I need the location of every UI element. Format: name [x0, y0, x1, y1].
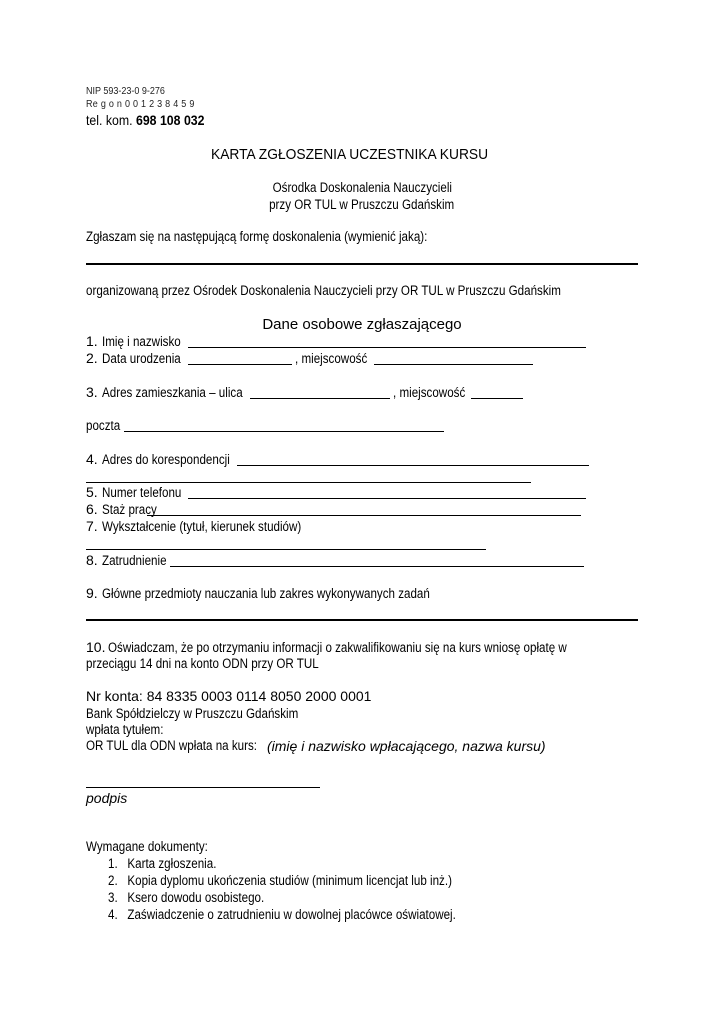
phone-line	[86, 112, 204, 128]
phone-number: 698 108 032	[135, 112, 205, 128]
required-item: 4. Zaświadczenie o zatrudnieniu w dowolnej placówce oświatowej.	[108, 907, 456, 922]
payment-title-italic: (imię i nazwisko wpłacającego, nazwa kursu)	[267, 738, 546, 754]
section-title: Dane osobowe zgłaszającego	[262, 316, 462, 333]
title-wrap	[0, 146, 724, 164]
form-type-line[interactable]	[86, 263, 638, 265]
field-9-num: 9.	[86, 585, 98, 601]
postal-field[interactable]	[124, 431, 444, 432]
nip-text: NIP 593-23-0 9-276	[86, 86, 165, 97]
field-8-num: 8.	[86, 552, 98, 568]
required-item: 1. Karta zgłoszenia.	[108, 856, 217, 871]
phone-field[interactable]	[188, 498, 586, 499]
name-field[interactable]	[188, 347, 586, 348]
field-2-num: 2.	[86, 350, 98, 366]
bank-name: Bank Spółdzielczy w Pruszczu Gdańskim	[86, 706, 299, 721]
subjects-field[interactable]	[86, 619, 638, 621]
education-field[interactable]	[86, 549, 486, 550]
payment-title-value: OR TUL dla ODN wpłata na kurs:	[86, 738, 257, 753]
payment-title-line	[86, 738, 285, 753]
field-1-num: 1.	[86, 333, 98, 349]
field-6-num: 6.	[86, 501, 98, 517]
required-item: 3. Ksero dowodu osobistego.	[108, 890, 265, 905]
declaration-line-2: przeciągu 14 dni na konto ODN przy OR TUL	[86, 656, 319, 671]
street-field[interactable]	[250, 398, 390, 399]
declaration-num: 10.	[86, 639, 106, 655]
phone-prefix: tel. kom.	[86, 112, 133, 128]
signature-line[interactable]	[86, 787, 320, 788]
subtitle-2: przy OR TUL w Pruszczu Gdańskim	[269, 197, 455, 212]
field-3-label-b: , miejscowość	[393, 385, 466, 400]
field-5-label: Numer telefonu	[102, 485, 182, 500]
birth-date-field[interactable]	[188, 364, 292, 365]
field-3-label: Adres zamieszkania – ulica	[102, 385, 243, 400]
field-7-num: 7.	[86, 518, 98, 534]
correspondence-field[interactable]	[237, 465, 589, 466]
field-3-num: 3.	[86, 384, 98, 400]
employment-field[interactable]	[170, 566, 584, 567]
field-7-label: Wykształcenie (tytuł, kierunek studiów)	[102, 519, 302, 534]
declaration-line-1: Oświadczam, że po otrzymaniu informacji o zakwalifikowaniu się na kurs wniosę opłatę w	[108, 640, 567, 655]
subtitle-1-wrap	[0, 179, 724, 197]
correspondence-field-2[interactable]	[86, 482, 531, 483]
field-1-label: Imię i nazwisko	[102, 334, 181, 349]
field-6-label: Staż pracy	[102, 502, 157, 517]
birth-place-field[interactable]	[374, 364, 533, 365]
poczta-label: poczta	[86, 418, 121, 433]
regon-text: Re g o n 0 0 1 2 3 8 4 5 9	[86, 99, 195, 110]
page-title: KARTA ZGŁOSZENIA UCZESTNIKA KURSU	[211, 146, 489, 163]
field-5-num: 5.	[86, 484, 98, 500]
organized-text: organizowaną przez Ośrodek Doskonalenia Nauczycieli przy OR TUL w Pruszczu Gdańskim	[86, 283, 561, 298]
field-8-label: Zatrudnienie	[102, 553, 167, 568]
field-2-label-b: , miejscowość	[295, 351, 368, 366]
field-2-label: Data urodzenia	[102, 351, 181, 366]
subtitle-2-wrap	[0, 196, 724, 214]
section-title-wrap	[0, 316, 724, 334]
required-item: 2. Kopia dyplomu ukończenia studiów (minimum licencjat lub inż.)	[108, 873, 452, 888]
required-heading: Wymagane dokumenty:	[86, 839, 208, 854]
city-field[interactable]	[471, 398, 523, 399]
subtitle-1: Ośrodka Doskonalenia Nauczycieli	[272, 180, 452, 195]
seniority-field[interactable]	[147, 515, 581, 516]
field-9-label: Główne przedmioty nauczania lub zakres wykonywanych zadań	[102, 586, 430, 601]
signature-label: podpis	[86, 790, 128, 806]
intro-text: Zgłaszam się na następującą formę doskonalenia (wymienić jaką):	[86, 229, 428, 244]
payment-title-label: wpłata tytułem:	[86, 722, 164, 737]
field-4-label: Adres do korespondencji	[102, 452, 230, 467]
account-number: Nr konta: 84 8335 0003 0114 8050 2000 0001	[86, 688, 372, 704]
field-4-num: 4.	[86, 451, 98, 467]
